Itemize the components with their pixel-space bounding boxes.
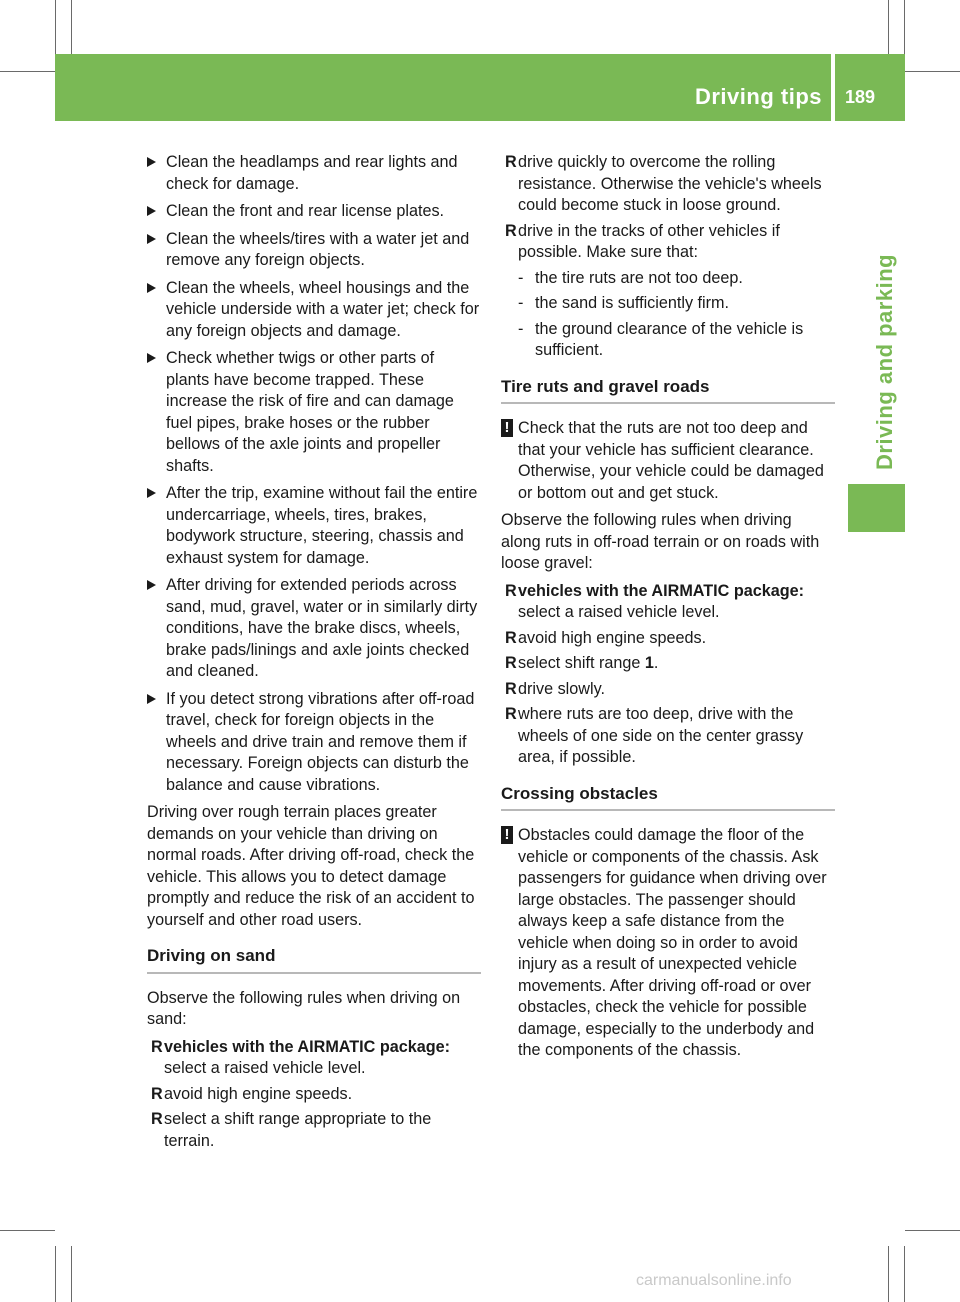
- crop-mark: [904, 0, 905, 55]
- warning-icon: !: [501, 419, 513, 437]
- warning-note: ! Check that the ruts are not too deep and that your vehicle has sufficient clearance. Otherwise, your vehicle could be damaged or bottom out and get stuck.: [501, 418, 835, 504]
- chapter-tab-marker: [848, 484, 905, 532]
- section-heading: Tire ruts and gravel roads: [501, 376, 835, 405]
- instruction-step: If you detect strong vibrations after off-road travel, check for foreign objects in the wheels and drive train and remove them if necessary. Foreign objects can disturb the balance and cause vibrations.: [147, 689, 481, 797]
- bullet-icon: R: [505, 153, 517, 171]
- list-item: R vehicles with the AIRMATIC package: select a raised vehicle level.: [151, 1037, 451, 1077]
- list-item: R avoid high engine speeds.: [501, 628, 835, 650]
- instruction-step: Clean the front and rear license plates.: [147, 201, 481, 223]
- crop-mark: [0, 71, 55, 72]
- instruction-step: Clean the wheels, wheel housings and the vehicle underside with a water jet; check for any foreign objects and damage.: [147, 278, 481, 343]
- step-arrow-icon: [147, 157, 156, 167]
- bullet-icon: R: [505, 654, 517, 672]
- section-heading: Crossing obstacles: [501, 783, 835, 812]
- list-item: R drive slowly.: [501, 679, 835, 701]
- step-arrow-icon: [147, 206, 156, 216]
- dash-icon: -: [518, 268, 524, 287]
- step-arrow-icon: [147, 234, 156, 244]
- watermark: carmanualsonline.info: [636, 1272, 792, 1289]
- crop-mark: [905, 1230, 960, 1231]
- chapter-tab-label: Driving and parking: [872, 253, 897, 470]
- list-item: R select a shift range appropriate to the terrain.: [151, 1110, 432, 1150]
- page-number: 189: [845, 87, 876, 107]
- section-title: Driving tips: [694, 84, 822, 109]
- step-arrow-icon: [147, 580, 156, 590]
- instruction-step: Clean the wheels/tires with a water jet and remove any foreign objects.: [147, 229, 481, 272]
- crop-mark: [71, 1246, 72, 1302]
- bullet-icon: R: [505, 628, 517, 647]
- sub-list-item: - the sand is sufficiently firm.: [501, 293, 835, 315]
- warning-icon: !: [501, 826, 513, 844]
- body-paragraph: Driving over rough terrain places greater demands on your vehicle than driving on normal roads. After driving off-road, check the vehicle. This allows you to detect damage promptly and reduce the risk of an accident to yourself and other road users.: [147, 803, 475, 929]
- crop-mark: [55, 1246, 56, 1302]
- right-column: [501, 152, 835, 1068]
- bullet-icon: R: [505, 221, 517, 240]
- step-arrow-icon: [147, 283, 156, 293]
- sub-list-item: - the tire ruts are not too deep.: [501, 268, 835, 290]
- bullet-icon: R: [505, 581, 517, 600]
- instruction-step: Check whether twigs or other parts of plants have become trapped. These increase the risk of fire and can damage fuel pipes, brake hoses or the rubber bellows of the axle joints and propeller shafts.: [147, 348, 481, 477]
- list-item: R avoid high engine speeds.: [147, 1084, 481, 1106]
- bullet-icon: R: [505, 679, 517, 698]
- list-item: R drive quickly to overcome the rolling resistance. Otherwise the vehicle's wheels could become stuck in loose ground.: [505, 153, 822, 214]
- crop-mark: [0, 1230, 55, 1231]
- list-item: R where ruts are too deep, drive with the wheels of one side on the center grassy area, if possible.: [505, 705, 804, 766]
- header-separator: [831, 54, 835, 121]
- bullet-icon: R: [505, 705, 517, 723]
- crop-mark: [71, 0, 72, 55]
- crop-mark: [904, 1246, 905, 1302]
- list-item: R drive in the tracks of other vehicles if possible. Make sure that:: [505, 221, 780, 261]
- crop-mark: [55, 0, 56, 55]
- list-item: R vehicles with the AIRMATIC package: select a raised vehicle level.: [505, 581, 805, 621]
- left-column: [147, 152, 481, 1156]
- section-heading: Driving on sand: [147, 945, 481, 974]
- body-paragraph: Observe the following rules when driving on sand:: [147, 988, 461, 1028]
- instruction-step: After the trip, examine without fail the entire undercarriage, wheels, tires, brakes, bodywork structure, steering, chassis and exhaust system for damage.: [147, 483, 481, 569]
- bullet-icon: R: [151, 1110, 163, 1128]
- step-arrow-icon: [147, 353, 156, 363]
- body-paragraph: Observe the following rules when driving along ruts in off-road terrain or on roads with loose gravel:: [501, 511, 820, 572]
- dash-icon: -: [518, 319, 524, 338]
- warning-note: ! Obstacles could damage the floor of the vehicle or components of the chassis. Ask passengers for guidance when driving over large obstacles. The passenger should always keep a safe distance from the vehicle when doing so in order to avoid injury as a result of unexpected vehicle movements. After driving off-road or over obstacles, check the vehicle for possible damage, especially to the underbody and the components of the chassis.: [501, 825, 835, 1062]
- instruction-step: After driving for extended periods across sand, mud, gravel, water or in similarly dirty conditions, have the brake discs, wheels, brake pads/linings and axle joints checked and cleaned.: [147, 575, 481, 683]
- instruction-step: Clean the headlamps and rear lights and check for damage.: [147, 152, 481, 195]
- step-arrow-icon: [147, 488, 156, 498]
- crop-mark: [888, 1246, 889, 1302]
- bullet-icon: R: [151, 1084, 163, 1103]
- list-item: R select shift range 1.: [501, 653, 835, 675]
- sub-list-item: - the ground clearance of the vehicle is sufficient.: [518, 319, 804, 359]
- step-arrow-icon: [147, 694, 156, 704]
- crop-mark: [905, 71, 960, 72]
- bullet-icon: R: [151, 1037, 163, 1056]
- dash-icon: -: [518, 294, 524, 312]
- crop-mark: [888, 0, 889, 55]
